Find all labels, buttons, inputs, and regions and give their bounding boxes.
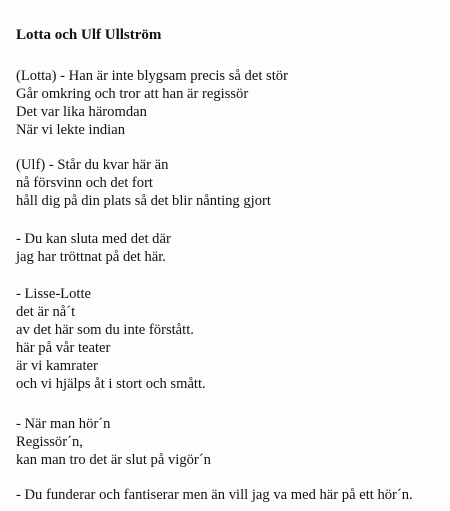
stanza-3: [16, 230, 171, 266]
stanza-5: [16, 415, 211, 469]
stanza-2: [16, 156, 271, 210]
text-line: är vi kamrater: [16, 358, 98, 374]
text-line: - Du kan sluta med det där: [16, 231, 171, 247]
text-line: (Ulf) - Står du kvar här än: [16, 157, 169, 173]
text-line: - Lisse-Lotte: [16, 286, 91, 302]
stanza-1: [16, 67, 288, 139]
text-line: det är nå´t: [16, 304, 76, 320]
stanza-4: [16, 285, 206, 393]
text-line: och vi hjälps åt i stort och smått.: [16, 376, 206, 392]
text-line: här på vår teater: [16, 340, 111, 356]
stanza-6: [16, 486, 413, 504]
text-line: När vi lekte indian: [16, 122, 126, 138]
text-line: håll dig på din plats så det blir nånting gjort: [16, 193, 271, 209]
text-line: Regissör´n,: [16, 434, 83, 450]
text-line: av det här som du inte förstått.: [16, 322, 194, 338]
text-line: Går omkring och tror att han är regissör: [16, 86, 249, 102]
text-line: - När man hör´n: [16, 416, 111, 432]
text-line: nå försvinn och det fort: [16, 175, 153, 191]
text-line: - Du funderar och fantiserar men än vill jag va med här på ett hör´n.: [16, 487, 413, 503]
text-line: (Lotta) - Han är inte blygsam precis så det stör: [16, 68, 288, 84]
document-title: Lotta och Ulf Ullström: [16, 27, 162, 43]
text-line: kan man tro det är slut på vigör´n: [16, 452, 211, 468]
text-line: Det var lika häromdan: [16, 104, 147, 120]
text-line: jag har tröttnat på det här.: [16, 249, 166, 265]
